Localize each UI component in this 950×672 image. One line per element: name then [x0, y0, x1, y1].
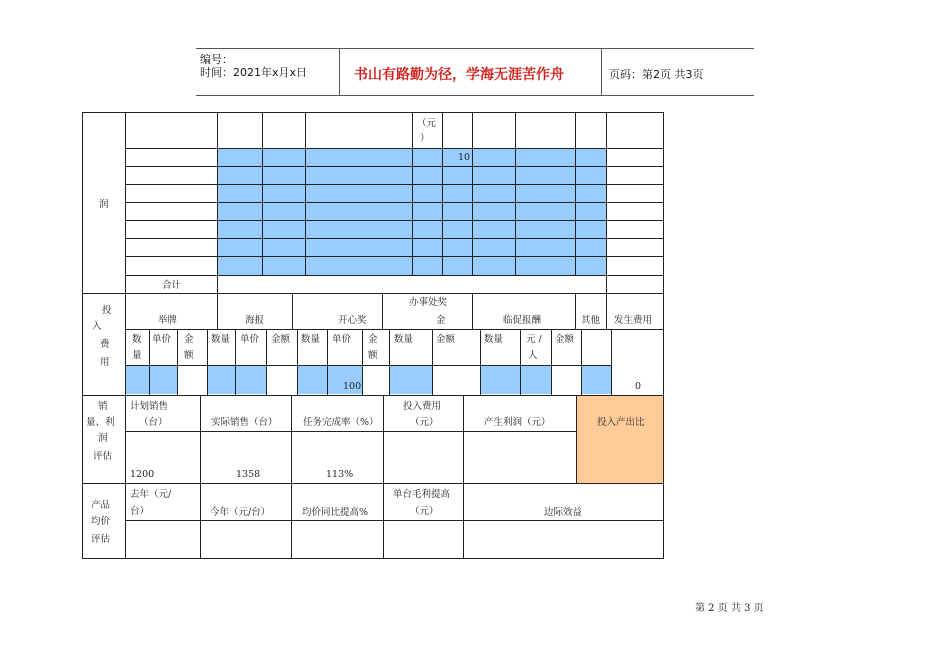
price-label-line-1: 产品: [91, 500, 111, 511]
value-actual-sales: 1358: [236, 469, 261, 480]
sub-shuliang-3: 数量: [301, 334, 321, 345]
blue-fill-profit: [217, 148, 606, 275]
blue-fill-investment: [125, 365, 611, 394]
header-margin-increase-b: （元）: [410, 506, 439, 517]
category-kaixinjiang: 开心奖: [338, 315, 367, 326]
sub-jine-b-3: 额: [368, 350, 378, 361]
sub-jine-5: 金额: [555, 334, 575, 345]
motto-text: 书山有路勤为径，学海无涯苦作舟: [354, 67, 564, 83]
sales-label-line-1: 销: [98, 401, 108, 412]
sub-yuan-ren-a: 元 /: [526, 334, 542, 345]
header-plan-sales-b: （台）: [139, 417, 168, 428]
investment-value-0: 0: [635, 381, 642, 392]
value-plan-sales: 1200: [130, 469, 155, 480]
sub-jine-a-3: 金: [368, 334, 378, 345]
sub-shuliang-a: 数: [132, 334, 142, 345]
sub-jine-4: 金额: [436, 334, 456, 345]
header-profit-generated: 产生利润（元）: [484, 417, 551, 428]
investment-label-tou: 投: [102, 305, 112, 316]
investment-label-yong: 用: [100, 357, 110, 368]
header-last-year-b: 台）: [130, 506, 150, 517]
category-promoter-pay: 临促报酬: [503, 315, 542, 326]
header-last-year-a: 去年（元/: [130, 489, 172, 500]
investment-label-ru: 入: [92, 321, 102, 332]
category-haibao: 海报: [245, 315, 265, 326]
sub-shuliang-5: 数量: [484, 334, 504, 345]
sub-danjia-2: 单价: [240, 334, 260, 345]
sub-shuliang-b: 量: [132, 350, 142, 361]
category-cost-incurred: 发生费用: [614, 315, 653, 326]
footer-page-number: 第 2 页 共 3 页: [695, 603, 764, 614]
sub-danjia-1: 单价: [152, 334, 172, 345]
sales-label-line-3: 润: [98, 433, 108, 444]
serial-number-label: 编号：: [200, 53, 233, 66]
profit-section-label: 润: [99, 199, 109, 210]
page-number-label: 页码：第2页 共3页: [609, 68, 704, 81]
sub-shuliang-2: 数量: [211, 334, 231, 345]
header-completion-rate: 任务完成率（%）: [303, 417, 379, 428]
sub-jine-b-1: 额: [184, 350, 194, 361]
date-label: 时间：2021年x月x日: [200, 66, 308, 79]
profit-cell-value: 10: [458, 152, 471, 163]
header-plan-sales-a: 计划销售: [130, 401, 169, 412]
sales-label-line-2: 量、利: [86, 417, 115, 428]
header-margin-increase-a: 单台毛利提高: [393, 489, 451, 500]
category-jupai: 举牌: [158, 315, 178, 326]
header-this-year: 今年（元/台）: [210, 507, 271, 518]
header-input-cost-a: 投入费用: [403, 401, 442, 412]
category-office-award: 办事处奖: [409, 297, 448, 308]
header-marginal-benefit: 边际效益: [544, 507, 583, 518]
price-label-line-2: 均价: [91, 516, 111, 527]
sales-label-line-4: 评估: [93, 451, 113, 462]
price-label-line-3: 评估: [91, 534, 111, 545]
header-yoy-increase: 均价同比提高%: [302, 507, 369, 518]
sub-danjia-3: 单价: [332, 334, 352, 345]
value-completion-rate: 113%: [326, 469, 354, 480]
category-office-award-jin: 金: [436, 315, 446, 326]
header-input-output-ratio: 投入产出比: [597, 417, 645, 428]
total-label: 合计: [162, 280, 182, 291]
unit-yuan-open: （元: [417, 118, 437, 129]
header-input-cost-b: （元）: [410, 417, 439, 428]
sub-yuan-ren-b: 人: [528, 350, 538, 361]
unit-yuan-close: ）: [420, 133, 430, 144]
orange-fill-ratio: [576, 395, 664, 483]
investment-label-fei: 费: [100, 339, 110, 350]
investment-value-100: 100: [343, 381, 362, 392]
sub-jine-a-1: 金: [184, 334, 194, 345]
sub-jine-2: 金额: [271, 334, 291, 345]
header-actual-sales: 实际销售（台）: [211, 417, 278, 428]
category-other: 其他: [581, 315, 601, 326]
sub-shuliang-4: 数量: [394, 334, 414, 345]
